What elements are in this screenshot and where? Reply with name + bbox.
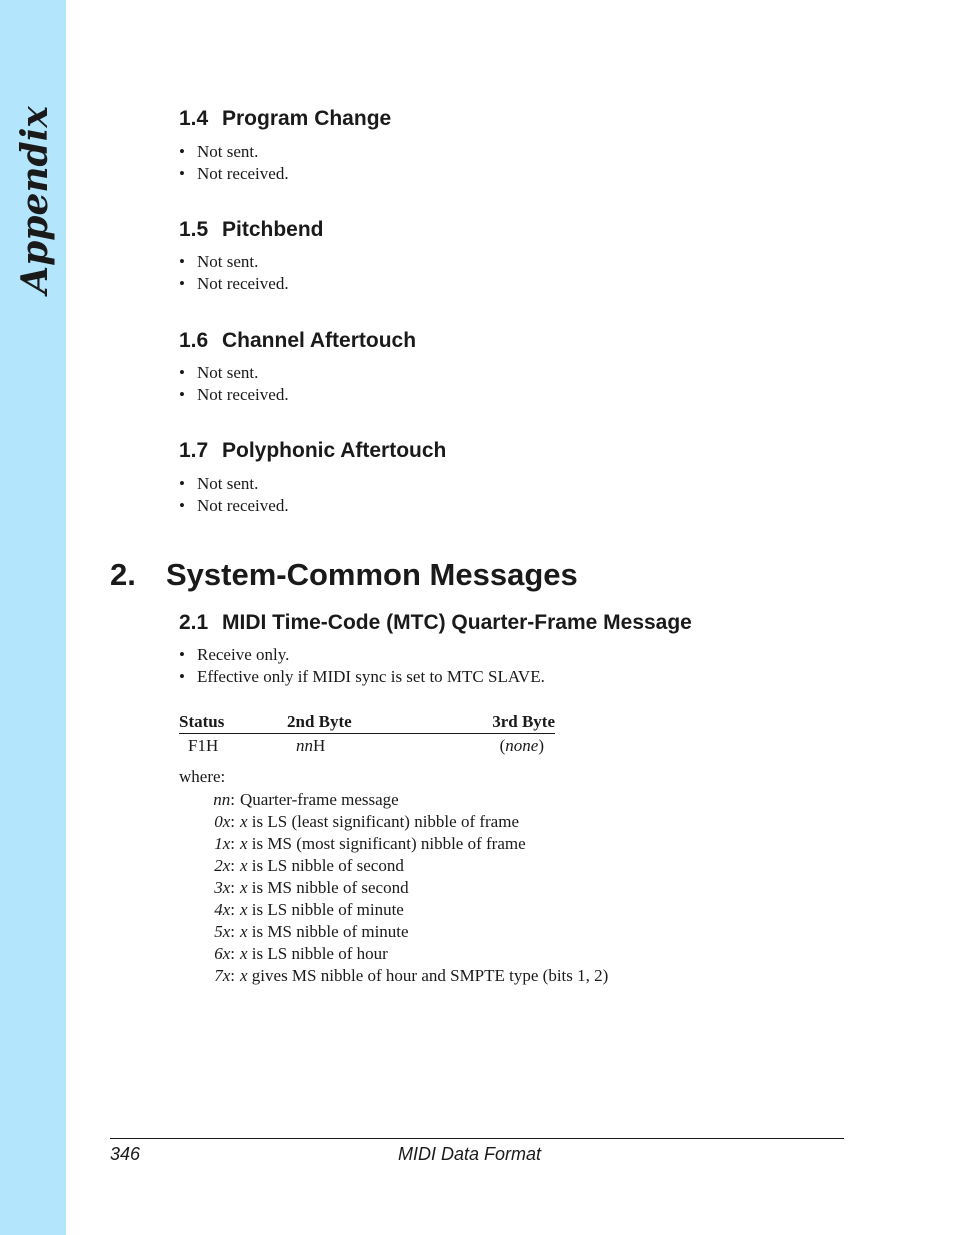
where-label: where: xyxy=(179,767,226,786)
section-number: 1.4 xyxy=(179,107,209,130)
list-item: • Not sent. xyxy=(179,363,259,382)
list-item: • Receive only. xyxy=(179,645,290,664)
section-heading-1-7 xyxy=(179,439,446,463)
section-number: 2.1 xyxy=(179,611,209,634)
chapter-heading xyxy=(110,557,578,593)
page-number: 346 xyxy=(110,1144,141,1164)
section-title: Pitchbend xyxy=(222,218,324,241)
list-item: • Not received. xyxy=(179,274,289,293)
bullet-list-1-4 xyxy=(179,141,289,185)
section-number: 1.7 xyxy=(179,439,209,462)
section-title: Polyphonic Aftertouch xyxy=(222,439,447,462)
section-title: MIDI Time-Code (MTC) Quarter-Frame Message xyxy=(222,611,692,634)
column-header-status: Status xyxy=(179,712,225,731)
list-item: • Not sent. xyxy=(179,474,259,493)
section-number: 1.6 xyxy=(179,329,209,352)
bullet-list-1-6 xyxy=(179,362,289,406)
cell-2nd-byte: nnH xyxy=(296,736,326,755)
section-heading-1-5 xyxy=(179,218,324,242)
chapter-title: System-Common Messages xyxy=(166,557,578,592)
section-heading-1-6 xyxy=(179,329,416,353)
bullet-list-1-7 xyxy=(179,473,289,517)
sidebar-title: Appendix xyxy=(14,106,56,294)
footer-title: MIDI Data Format xyxy=(398,1144,542,1164)
mtc-message-table xyxy=(179,710,555,758)
cell-3rd-byte: (none) xyxy=(499,736,544,755)
section-heading-1-4 xyxy=(179,107,391,131)
bullet-list-1-5 xyxy=(179,251,289,295)
list-item: • Not sent. xyxy=(179,142,259,161)
list-item: • Not sent. xyxy=(179,252,259,271)
footer-rule xyxy=(110,1138,844,1139)
section-title: Channel Aftertouch xyxy=(222,329,417,352)
section-heading-2-1 xyxy=(179,611,692,635)
section-title: Program Change xyxy=(222,107,392,130)
table-header xyxy=(179,710,555,734)
appendix-sidebar xyxy=(0,0,66,1235)
list-item: • Not received. xyxy=(179,164,289,183)
table-row xyxy=(179,734,555,758)
list-item: • Not received. xyxy=(179,496,289,515)
chapter-number: 2. xyxy=(110,557,136,592)
column-header-2nd-byte: 2nd Byte xyxy=(287,712,352,731)
column-header-3rd-byte: 3rd Byte xyxy=(492,712,555,731)
cell-status: F1H xyxy=(188,736,219,755)
list-item: • Effective only if MIDI sync is set to MTC SLAVE. xyxy=(179,667,545,686)
list-item: • Not received. xyxy=(179,385,289,404)
bullet-list-2-1 xyxy=(179,644,545,688)
section-number: 1.5 xyxy=(179,218,209,241)
